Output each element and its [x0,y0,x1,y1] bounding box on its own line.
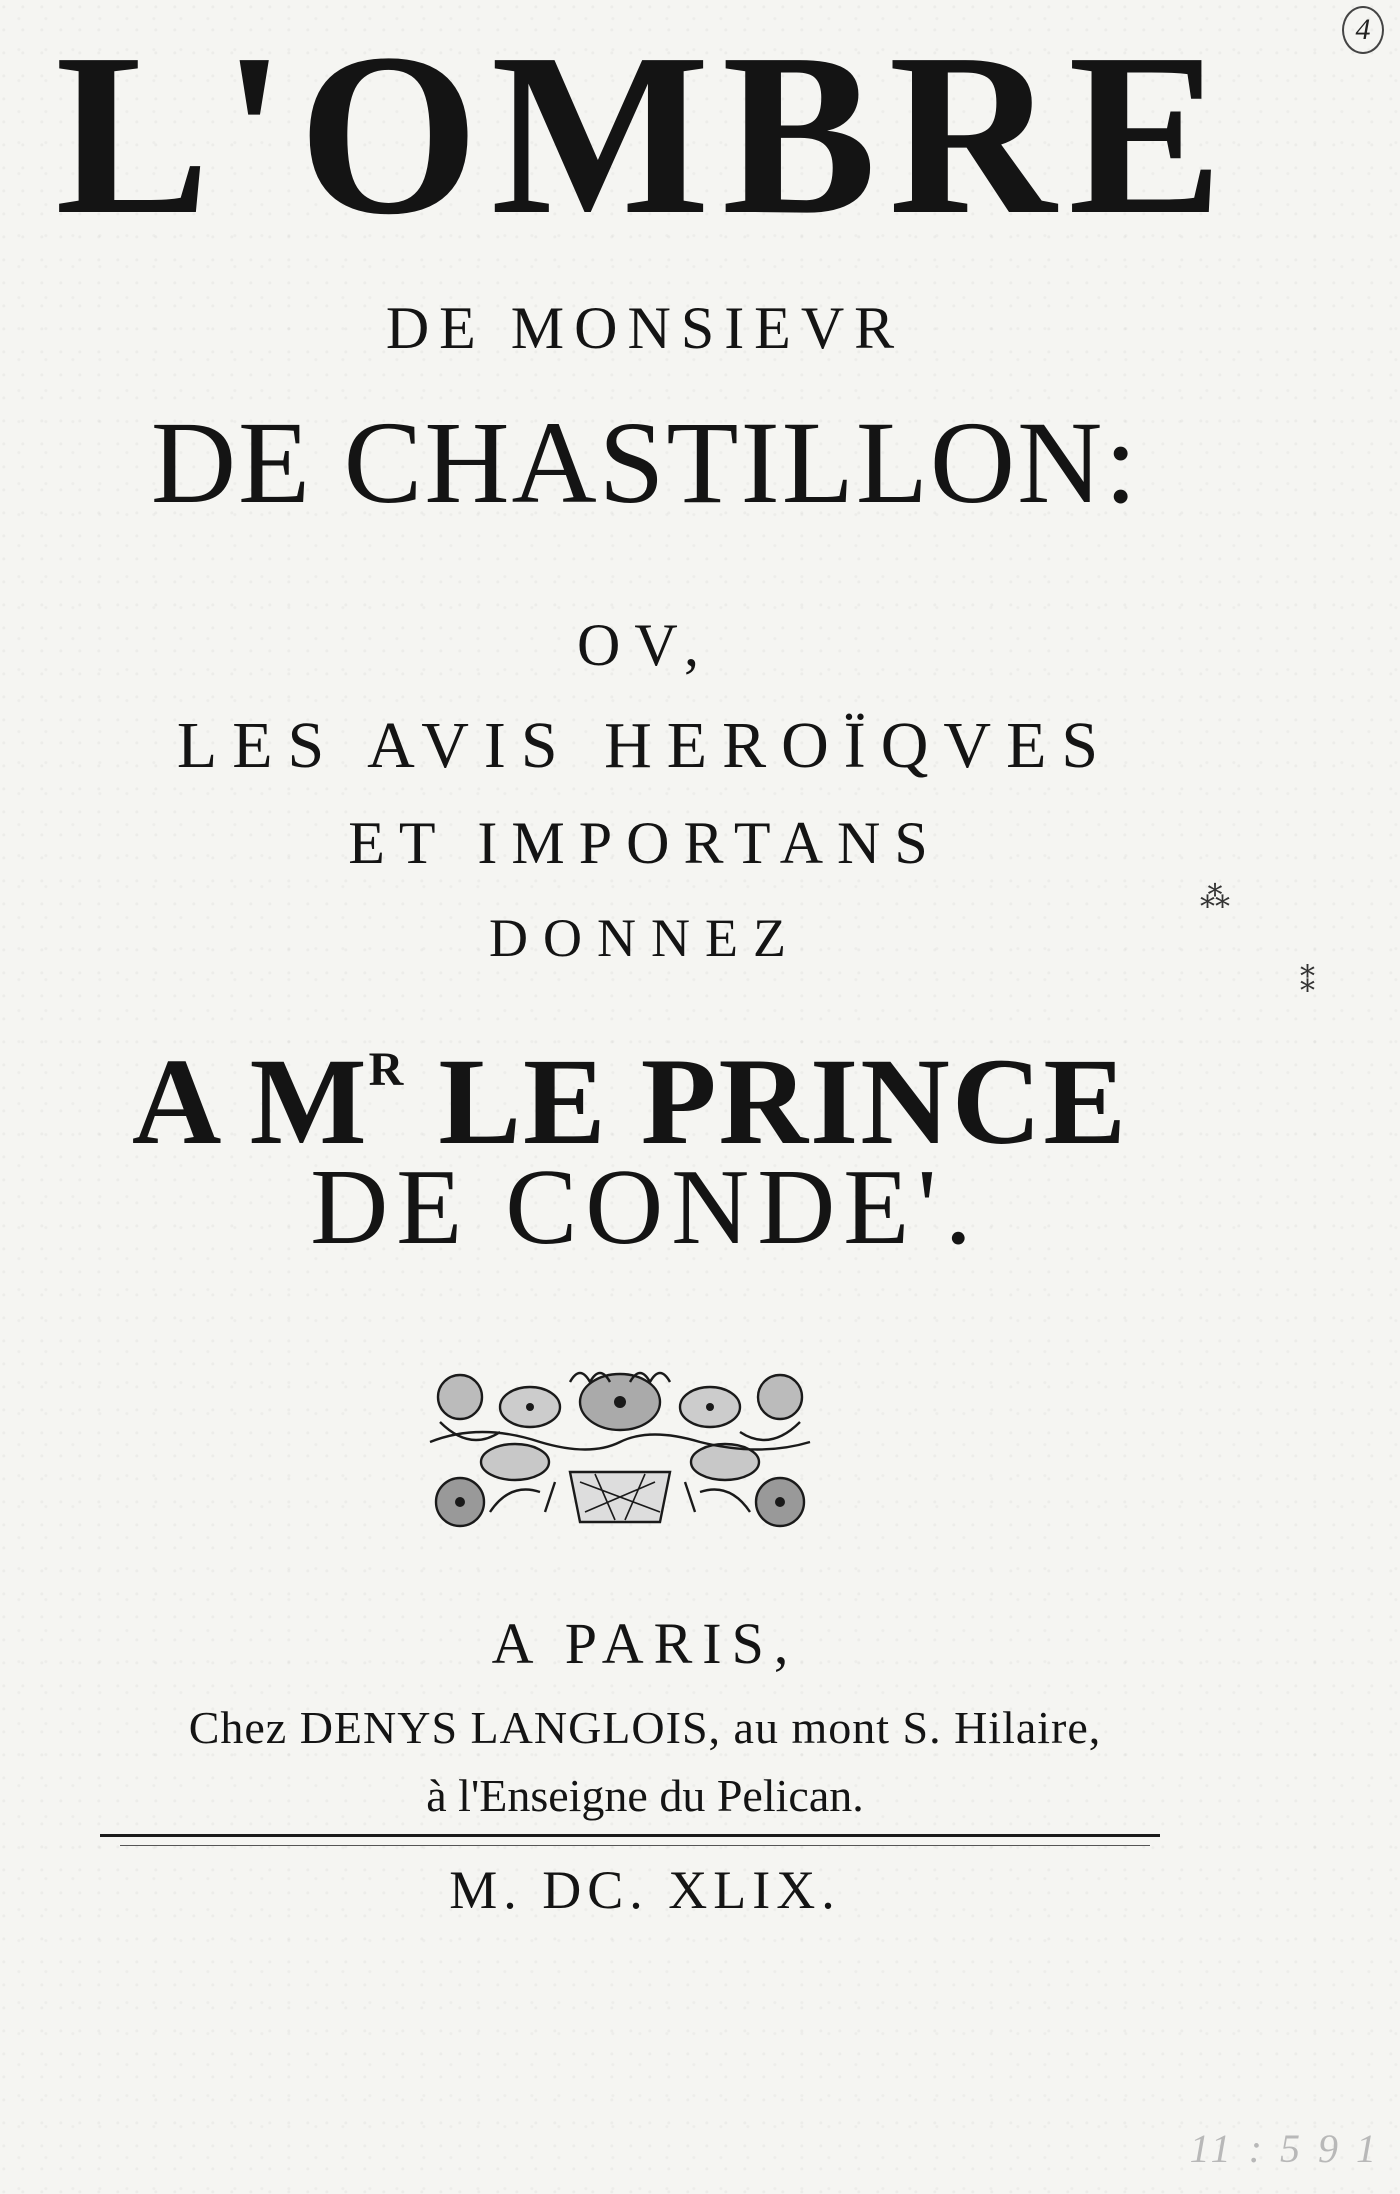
ink-fleck: ⁑ [1300,966,1315,999]
imprint-year: M. DC. XLIX. [449,1860,841,1920]
title-line-4: OV, [577,612,713,678]
imprint-publisher: Chez DENYS LANGLOIS, au mont S. Hilaire, [188,1702,1102,1753]
title-line-9: DE CONDE'. [310,1148,980,1267]
title-line-3: DE CHASTILLON: [150,397,1140,528]
title-line-8-superscript: R [368,1043,406,1096]
title-line-6: ET IMPORTANS [348,810,942,876]
shelf-mark: 11 : 5 9 1 [1189,2126,1380,2171]
imprint-city: A PARIS, [491,1611,799,1676]
flower-basket-ornament-icon [420,1362,820,1534]
ink-fleck: ⁂ [1200,881,1230,914]
title-line-5: LES AVIS HEROÏQVES [176,709,1114,782]
imprint-sign: à l'Enseigne du Pelican. [426,1770,864,1821]
archive-number-mark: 4 [1342,6,1384,54]
title-line-2: DE MONSIEVR [385,295,905,361]
title-line-8-prefix: A M [131,1033,369,1170]
title-line-8 [0,1002,1300,1170]
title-line-7: DONNEZ [489,908,801,968]
imprint-rule-thin [120,1845,1150,1846]
title-line-1: L'OMBRE [55,6,1235,263]
title-line-8-suffix: LE PRINCE [405,1033,1129,1170]
imprint-rule [100,1834,1160,1837]
